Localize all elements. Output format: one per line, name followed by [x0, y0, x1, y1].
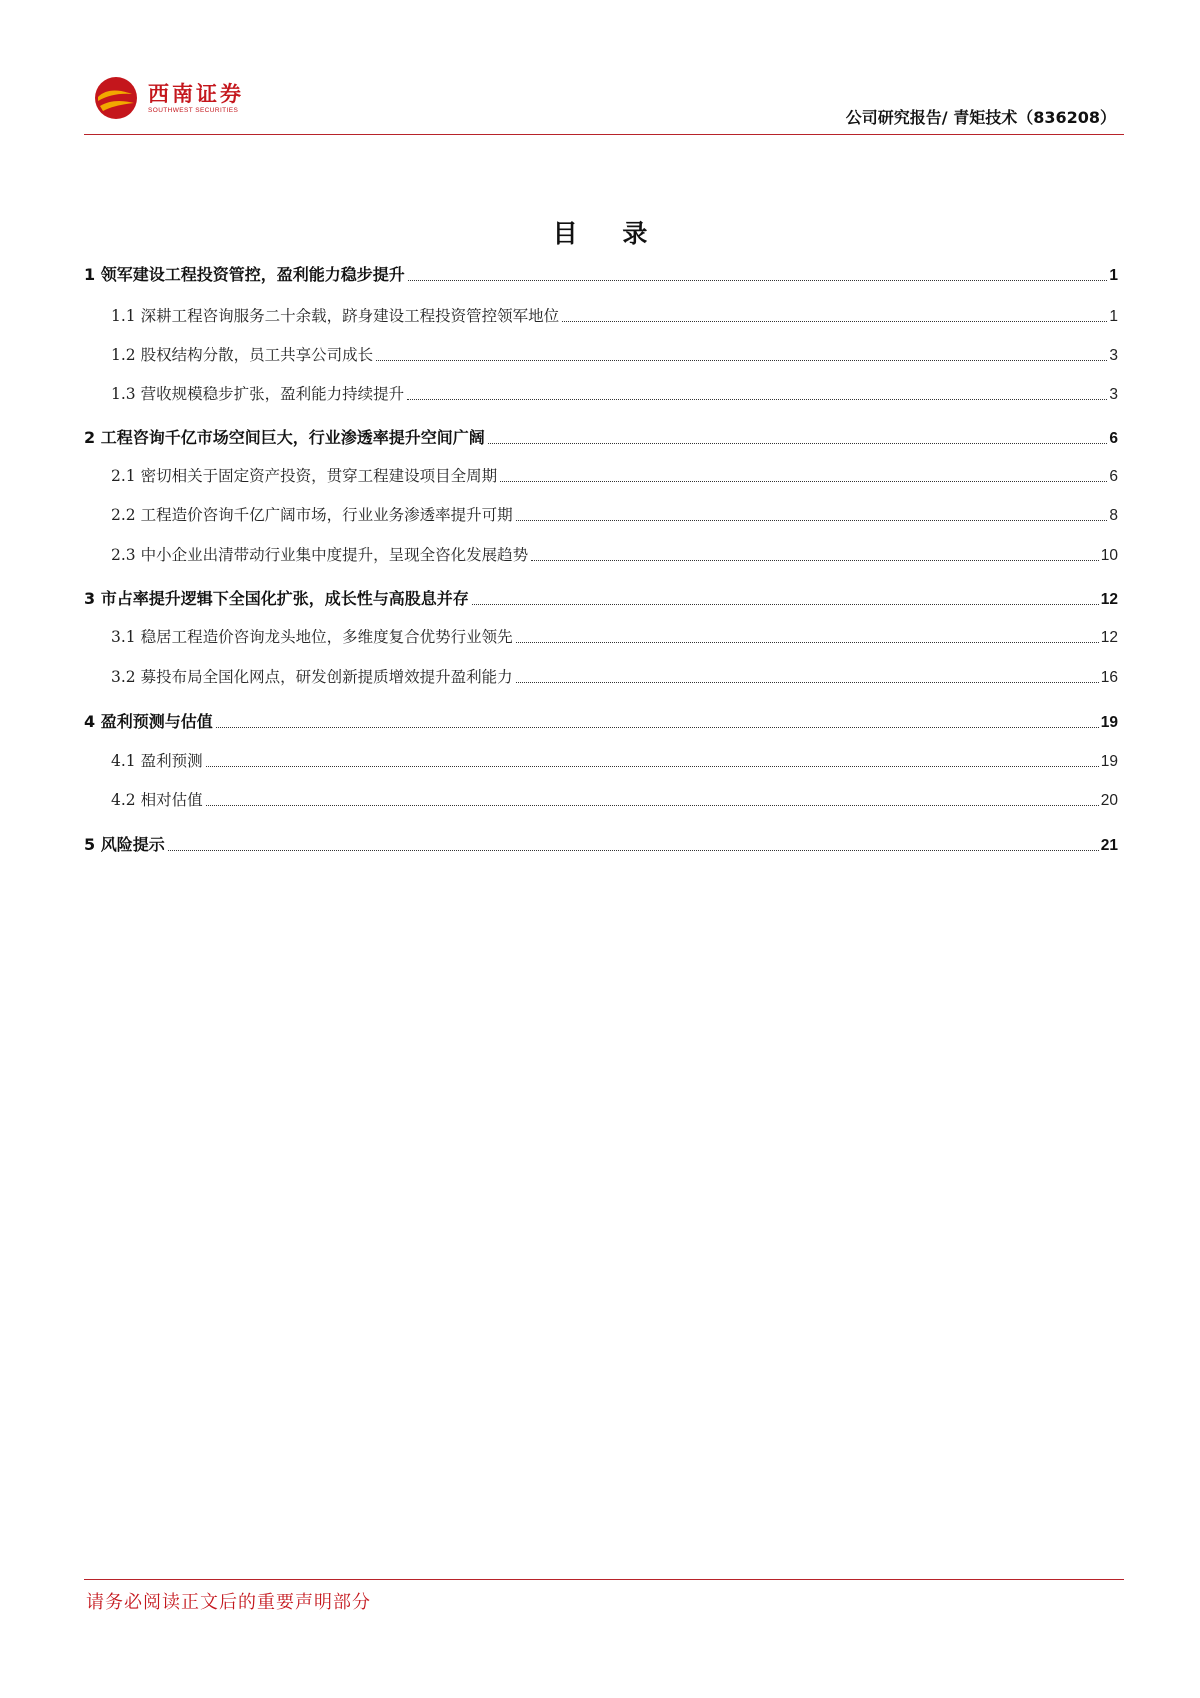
company-logo	[94, 74, 244, 122]
toc-dot-leader	[500, 481, 1107, 482]
toc-subsection-entry[interactable]	[84, 343, 1118, 365]
toc-entry-label: 4 盈利预测与估值	[84, 712, 213, 731]
toc-entry-label: 3.2 募投布局全国化网点，研发创新提质增效提升盈利能力	[111, 668, 513, 686]
toc-entry-label: 1.2 股权结构分散，员工共享公司成长	[111, 346, 374, 364]
toc-dot-leader	[168, 850, 1099, 851]
toc-entry-label: 3 市占率提升逻辑下全国化扩张，成长性与高股息并存	[84, 589, 469, 608]
toc-entry-label: 2.2 工程造价咨询千亿广阔市场，行业业务渗透率提升可期	[111, 506, 513, 524]
toc-page-number: 1	[1109, 267, 1118, 284]
toc-subsection-entry[interactable]	[84, 382, 1118, 404]
toc-dot-leader	[206, 805, 1099, 806]
toc-dot-leader	[516, 642, 1099, 643]
toc-subsection-entry[interactable]	[84, 788, 1118, 810]
footer-disclaimer: 请务必阅读正文后的重要声明部分	[86, 1592, 371, 1613]
toc-page-number: 19	[1100, 753, 1118, 770]
logo-english-name: SOUTHWEST SECURITIES	[148, 106, 239, 114]
toc-dot-leader	[216, 727, 1099, 728]
toc-page-number: 3	[1109, 347, 1118, 364]
toc-title: 目 录	[552, 219, 666, 248]
toc-section-entry[interactable]	[84, 586, 1118, 609]
toc-page-number: 6	[1109, 468, 1118, 485]
toc-subsection-entry[interactable]	[84, 543, 1118, 565]
toc-dot-leader	[376, 360, 1107, 361]
toc-page-number: 21	[1100, 837, 1118, 854]
toc-dot-leader	[407, 399, 1107, 400]
toc-subsection-entry[interactable]	[84, 503, 1118, 525]
toc-page-number: 16	[1100, 669, 1118, 686]
toc-entry-label: 1 领军建设工程投资管控，盈利能力稳步提升	[84, 265, 405, 284]
toc-subsection-entry[interactable]	[84, 464, 1118, 486]
toc-dot-leader	[206, 766, 1099, 767]
toc-entry-label: 4.1 盈利预测	[111, 752, 203, 770]
toc-dot-leader	[562, 321, 1107, 322]
toc-subsection-entry[interactable]	[84, 665, 1118, 687]
toc-page-number: 12	[1100, 591, 1118, 608]
toc-subsection-entry[interactable]	[84, 304, 1118, 326]
report-title: 公司研究报告/ 青矩技术（836208）	[845, 108, 1116, 127]
toc-section-entry[interactable]	[84, 262, 1118, 285]
toc-dot-leader	[472, 604, 1099, 605]
toc-entry-label: 1.1 深耕工程咨询服务二十余载，跻身建设工程投资管控领军地位	[111, 307, 560, 325]
toc-page-number: 12	[1100, 629, 1118, 646]
toc-subsection-entry[interactable]	[84, 625, 1118, 647]
toc-section-entry[interactable]	[84, 709, 1118, 732]
southwest-securities-logo-icon	[94, 76, 138, 120]
toc-entry-label: 1.3 营收规模稳步扩张，盈利能力持续提升	[111, 385, 405, 403]
toc-page-number: 6	[1109, 430, 1118, 447]
toc-dot-leader	[516, 682, 1099, 683]
toc-entry-label: 2.1 密切相关于固定资产投资，贯穿工程建设项目全周期	[111, 467, 498, 485]
page-header	[84, 72, 1124, 135]
toc-subsection-entry[interactable]	[84, 749, 1118, 771]
toc-entry-label: 5 风险提示	[84, 835, 165, 854]
toc-section-entry[interactable]	[84, 425, 1118, 448]
toc-entry-label: 2 工程咨询千亿市场空间巨大，行业渗透率提升空间广阔	[84, 428, 485, 447]
toc-entry-label: 3.1 稳居工程造价咨询龙头地位，多维度复合优势行业领先	[111, 628, 513, 646]
toc-dot-leader	[488, 443, 1108, 444]
toc-dot-leader	[531, 560, 1099, 561]
toc-entry-label: 2.3 中小企业出清带动行业集中度提升，呈现全咨化发展趋势	[111, 546, 529, 564]
toc-page-number: 10	[1100, 547, 1118, 564]
toc-page-number: 8	[1109, 507, 1118, 524]
toc-dot-leader	[516, 520, 1108, 521]
toc-dot-leader	[408, 280, 1108, 281]
toc-page-number: 1	[1109, 308, 1118, 325]
toc-page-number: 3	[1109, 386, 1118, 403]
toc-entry-label: 4.2 相对估值	[111, 791, 203, 809]
logo-chinese-name: 西南证券	[148, 80, 244, 106]
toc-page-number: 20	[1100, 792, 1118, 809]
footer-divider	[84, 1579, 1124, 1580]
toc-section-entry[interactable]	[84, 832, 1118, 855]
toc-page-number: 19	[1100, 714, 1118, 731]
